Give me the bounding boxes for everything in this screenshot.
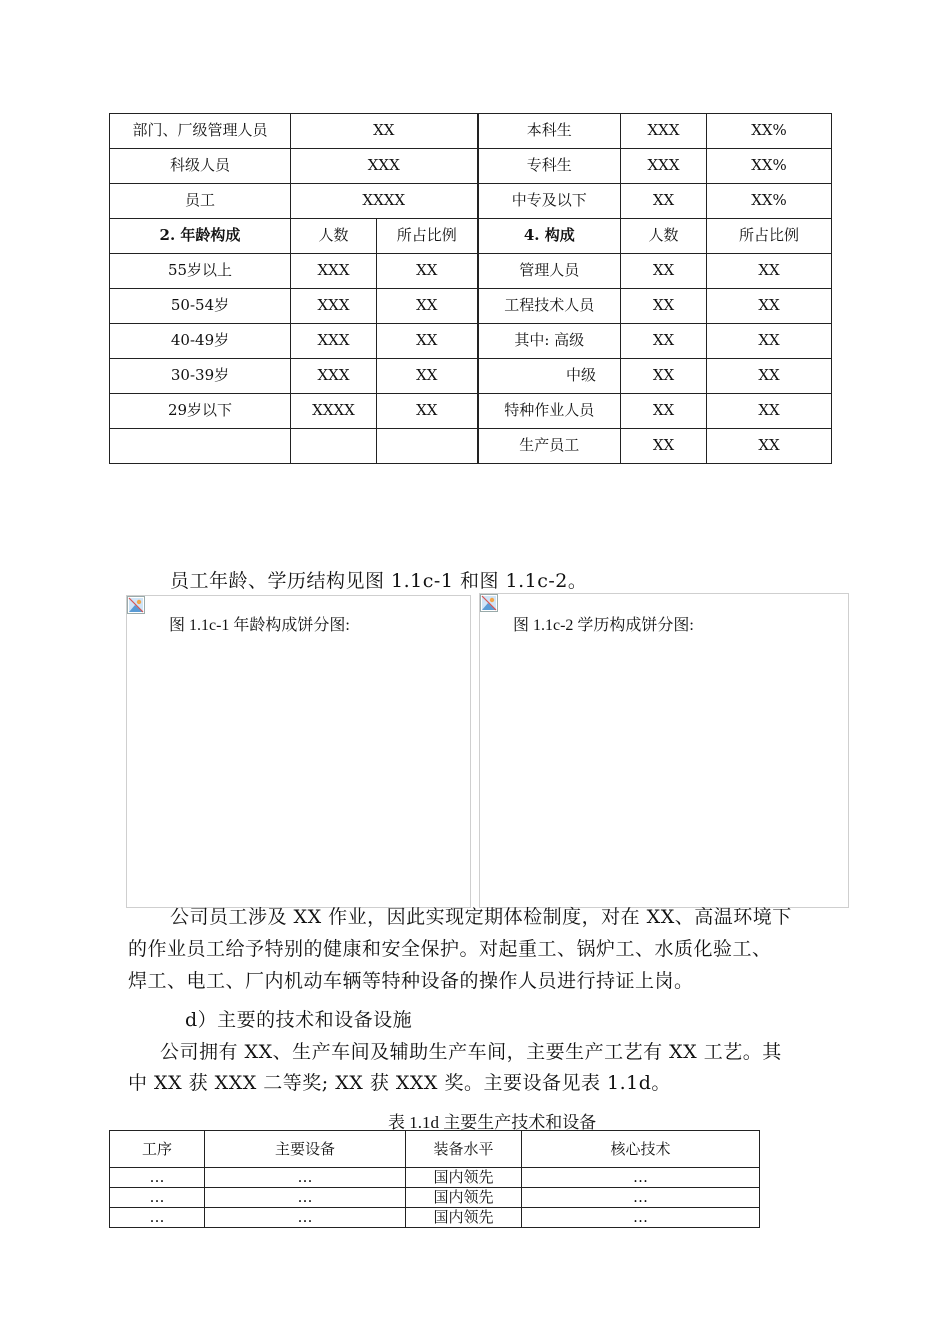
table-cell: … xyxy=(205,1208,406,1228)
table-cell: XX% xyxy=(707,184,832,219)
table-cell: XX xyxy=(621,184,707,219)
table-row xyxy=(110,289,832,324)
table-row xyxy=(110,149,832,184)
table-cell: 国内领先 xyxy=(406,1168,522,1188)
table-cell: 生产员工 xyxy=(478,429,621,464)
education-pie-chart-figure xyxy=(479,593,849,908)
table-cell: … xyxy=(205,1188,406,1208)
table-cell: 科级人员 xyxy=(110,149,291,184)
table-cell: XX xyxy=(621,289,707,324)
table-row xyxy=(110,184,832,219)
table-cell: XXX xyxy=(291,359,377,394)
figure-reference-paragraph: 员工年龄、学历结构见图 1.1c-1 和图 1.1c-2。 xyxy=(170,570,588,592)
table-cell: XX xyxy=(707,359,832,394)
table-cell: 中专及以下 xyxy=(478,184,621,219)
paragraph-line: 公司员工涉及 XX 作业，因此实现定期体检制度，对在 XX、高温环境下 xyxy=(170,906,792,928)
paragraph-line: 的作业员工给予特别的健康和安全保护。对起重工、锅炉工、水质化验工、 xyxy=(128,938,772,960)
table-cell: XXX xyxy=(291,254,377,289)
table-cell: XX xyxy=(707,289,832,324)
table-header-cell: 主要设备 xyxy=(205,1131,406,1168)
table-header-cell: 2. 年龄构成 xyxy=(110,219,291,254)
table-row xyxy=(110,324,832,359)
table-header-row xyxy=(110,219,832,254)
table-cell: 中级 xyxy=(478,359,621,394)
table-header-cell: 所占比例 xyxy=(707,219,832,254)
table-cell: XXX xyxy=(291,289,377,324)
figure-caption: 图 1.1c-2 学历构成饼分图: xyxy=(513,617,694,634)
table-cell: XX% xyxy=(707,149,832,184)
table-cell: 管理人员 xyxy=(478,254,621,289)
table-cell: XX xyxy=(621,394,707,429)
table-cell: … xyxy=(522,1168,760,1188)
table-cell: XX xyxy=(621,254,707,289)
table-cell: … xyxy=(110,1168,205,1188)
table-caption: 表 1.1d 主要生产技术和设备 xyxy=(388,1113,597,1132)
paragraph-line: 公司拥有 XX、生产车间及辅助生产车间，主要生产工艺有 XX 工艺。其 xyxy=(160,1041,782,1063)
table-cell xyxy=(110,429,291,464)
table-header-cell: 装备水平 xyxy=(406,1131,522,1168)
table-cell: XXX xyxy=(621,114,707,149)
table-row xyxy=(110,254,832,289)
table-cell: … xyxy=(522,1188,760,1208)
table-cell: … xyxy=(522,1208,760,1228)
table-cell: XX xyxy=(377,394,478,429)
table-row xyxy=(110,1168,760,1188)
table-header-cell: 人数 xyxy=(291,219,377,254)
table-cell: XXX xyxy=(291,324,377,359)
section-heading: d）主要的技术和设备设施 xyxy=(185,1009,413,1031)
table-cell: XX xyxy=(291,114,478,149)
table-header-cell: 核心技术 xyxy=(522,1131,760,1168)
table-cell: … xyxy=(110,1188,205,1208)
table-cell: 30-39岁 xyxy=(110,359,291,394)
table-cell: XX xyxy=(621,429,707,464)
table-cell: 国内领先 xyxy=(406,1188,522,1208)
table-cell: XX xyxy=(621,359,707,394)
table-cell: 29岁以下 xyxy=(110,394,291,429)
table-cell: XX xyxy=(377,359,478,394)
table-cell: XX xyxy=(621,324,707,359)
table-cell: XX xyxy=(707,394,832,429)
table-cell: XX xyxy=(707,324,832,359)
table-cell: XX xyxy=(377,324,478,359)
paragraph-line: 中 XX 获 XXX 二等奖; XX 获 XXX 奖。主要设备见表 1.1d。 xyxy=(128,1072,671,1094)
table-cell: 部门、厂级管理人员 xyxy=(110,114,291,149)
table-cell: XXX xyxy=(291,149,478,184)
broken-image-icon xyxy=(480,594,498,612)
table-cell: 特种作业人员 xyxy=(478,394,621,429)
table-cell: XXXX xyxy=(291,394,377,429)
table-row xyxy=(110,1208,760,1228)
table-cell: XXX xyxy=(621,149,707,184)
paragraph-line: 焊工、电工、厂内机动车辆等特种设备的操作人员进行持证上岗。 xyxy=(128,970,694,992)
table-header-cell: 工序 xyxy=(110,1131,205,1168)
table-cell: 55岁以上 xyxy=(110,254,291,289)
table-cell: XX xyxy=(707,429,832,464)
table-cell: 工程技术人员 xyxy=(478,289,621,324)
table-row xyxy=(110,359,832,394)
table-cell: 50-54岁 xyxy=(110,289,291,324)
table-row xyxy=(110,429,832,464)
broken-image-icon xyxy=(127,596,145,614)
table-cell: … xyxy=(110,1208,205,1228)
table-header-cell: 人数 xyxy=(621,219,707,254)
table-cell: XX xyxy=(377,289,478,324)
equipment-table xyxy=(109,1130,760,1228)
table-header-cell: 所占比例 xyxy=(377,219,478,254)
table-cell: 40-49岁 xyxy=(110,324,291,359)
table-cell xyxy=(377,429,478,464)
table-cell: XX xyxy=(707,254,832,289)
table-cell: 本科生 xyxy=(478,114,621,149)
personnel-structure-table xyxy=(109,113,832,464)
table-row xyxy=(110,114,832,149)
table-cell xyxy=(291,429,377,464)
table-header-cell: 4. 构成 xyxy=(478,219,621,254)
table-row xyxy=(110,394,832,429)
table-cell: 国内领先 xyxy=(406,1208,522,1228)
figure-caption: 图 1.1c-1 年龄构成饼分图: xyxy=(169,617,350,634)
table-cell: 其中: 高级 xyxy=(478,324,621,359)
table-cell: XX% xyxy=(707,114,832,149)
table-cell: XX xyxy=(377,254,478,289)
table-cell: 员工 xyxy=(110,184,291,219)
table-header-row xyxy=(110,1131,760,1168)
table-cell: 专科生 xyxy=(478,149,621,184)
table-cell: XXXX xyxy=(291,184,478,219)
table-cell: … xyxy=(205,1168,406,1188)
age-pie-chart-figure xyxy=(126,595,471,908)
table-row xyxy=(110,1188,760,1208)
